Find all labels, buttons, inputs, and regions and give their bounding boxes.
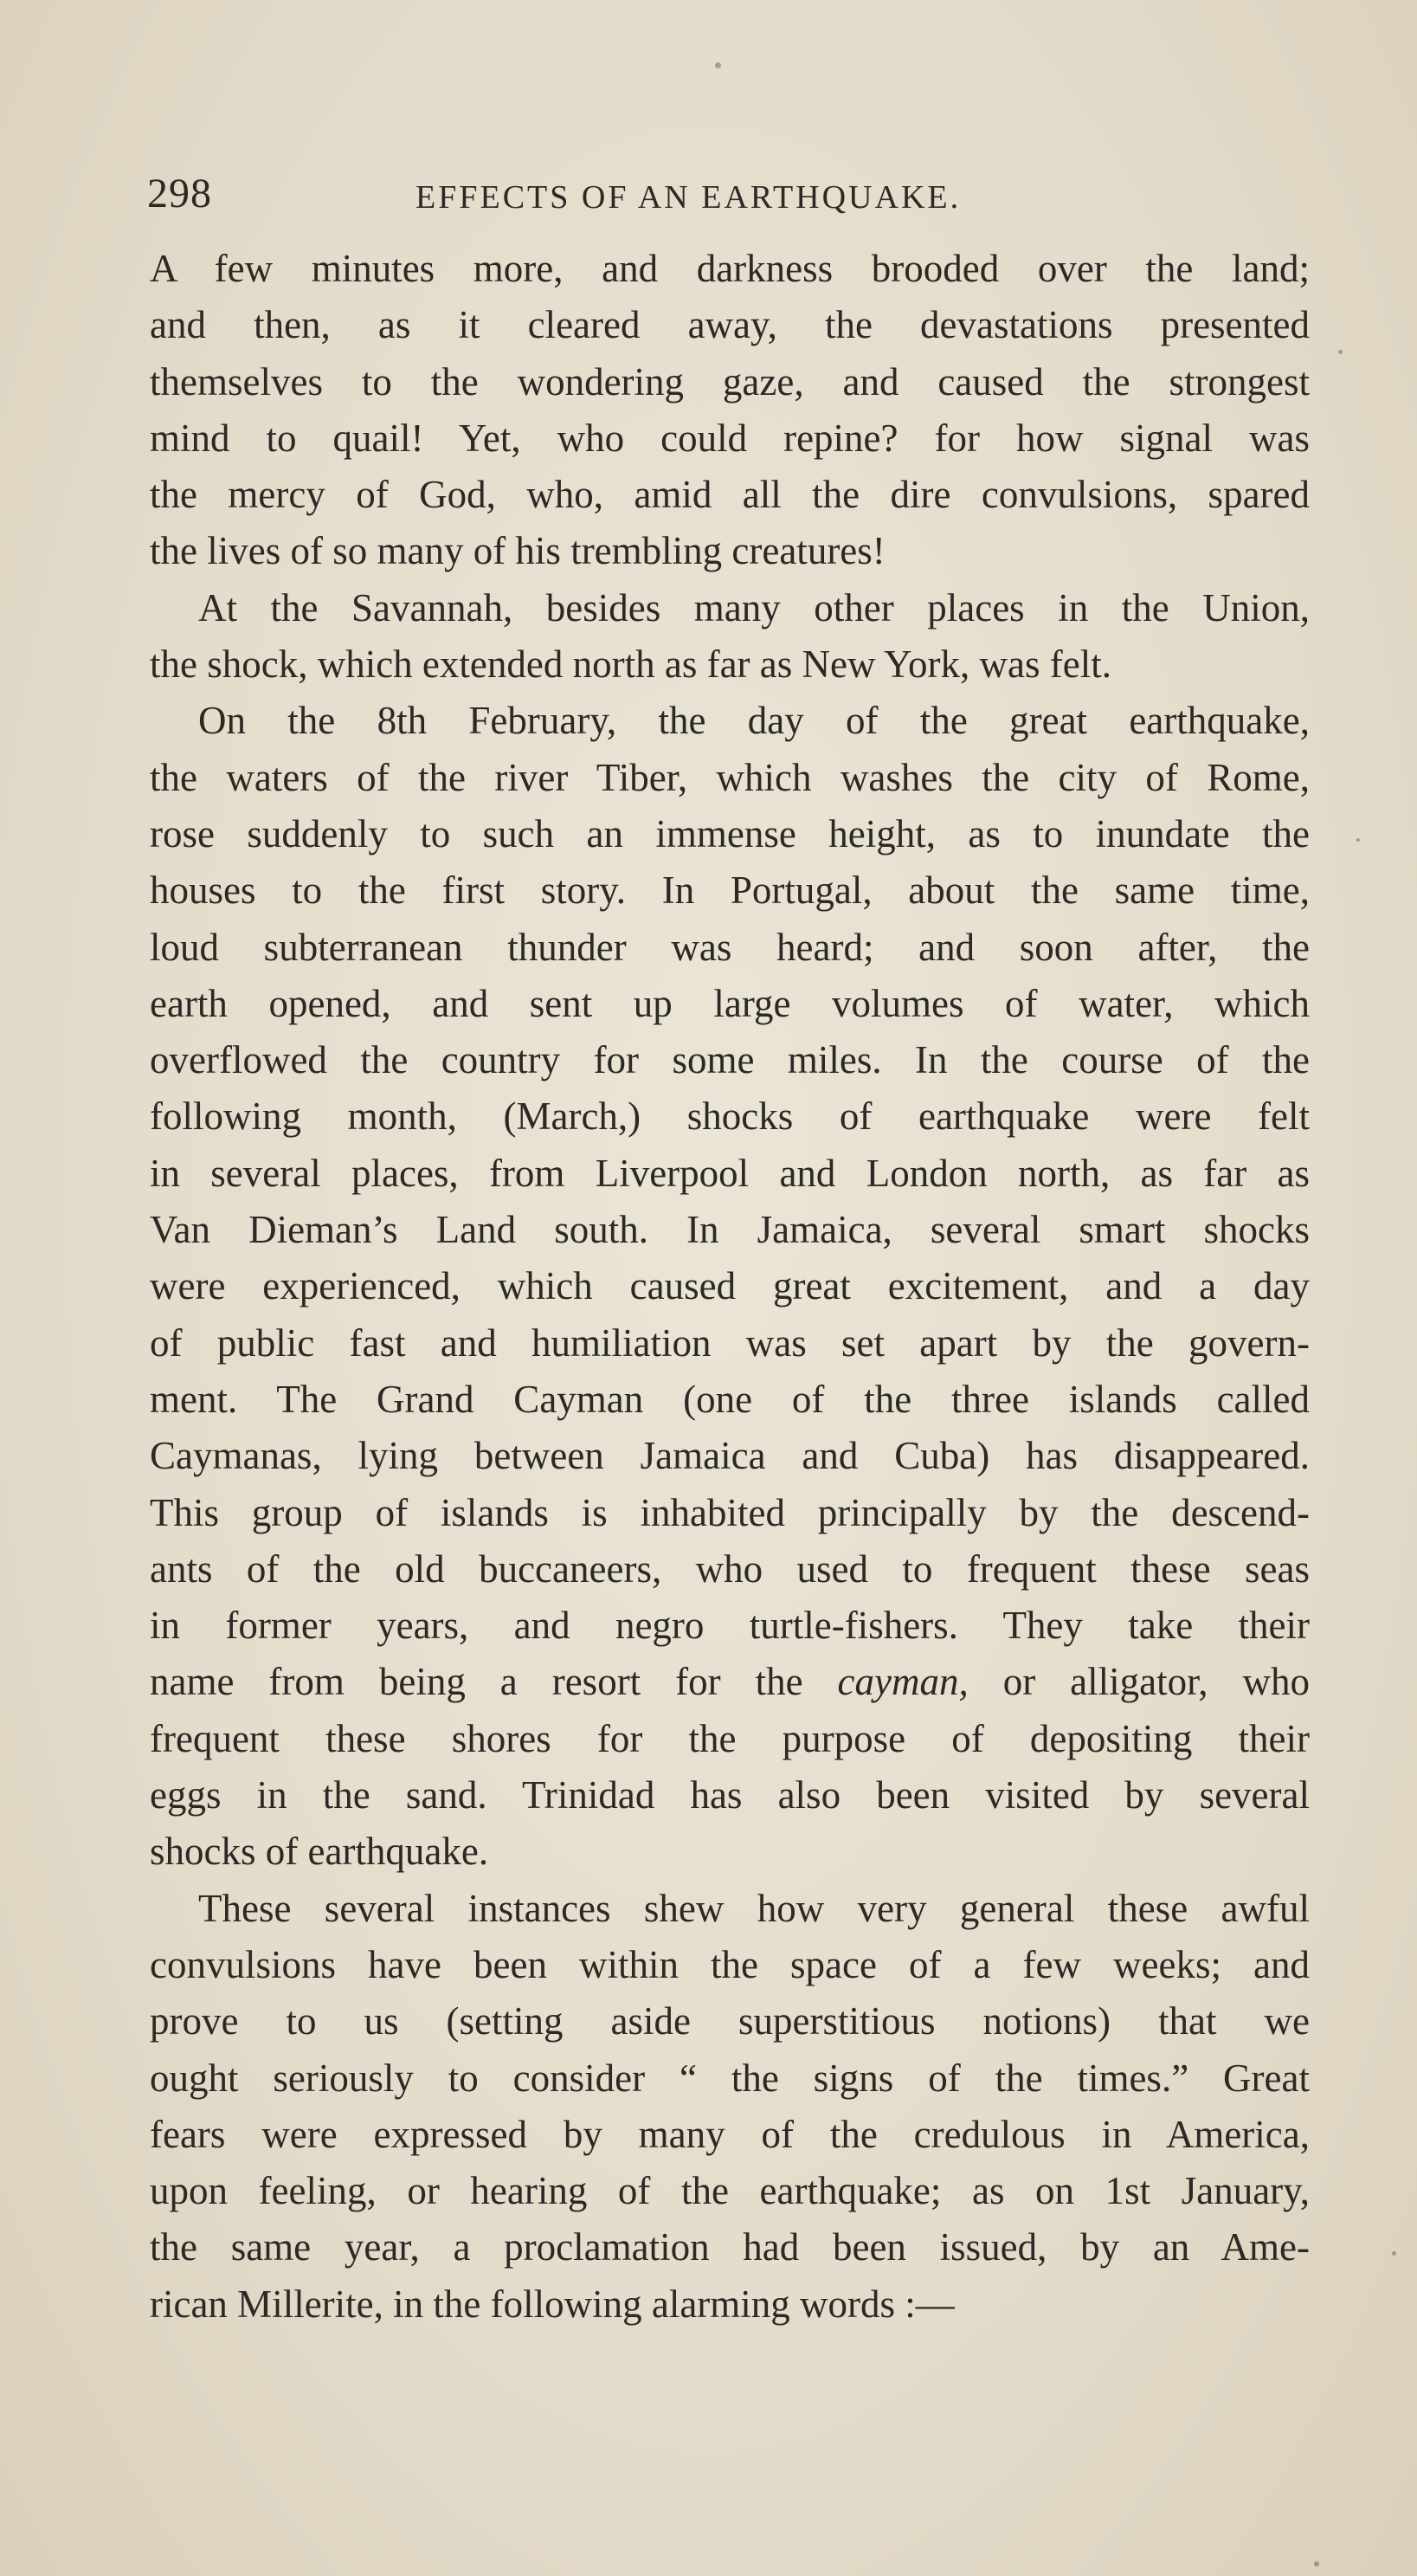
text-segment: name from being a resort for the: [150, 1660, 838, 1704]
text-line: shocks of earthquake.: [150, 1830, 489, 1874]
text-line: rican Millerite, in the following alarming words :—: [150, 2282, 955, 2326]
text-line: in several places, from Liverpool and London north, as far as: [150, 1151, 1310, 1195]
text-line: of public fast and humiliation was set apart by the govern-: [150, 1320, 1310, 1365]
text-line: ment. The Grand Cayman (one of the three islands called: [150, 1377, 1310, 1421]
text-line: frequent these shores for the purpose of depositing their: [150, 1716, 1310, 1760]
text-line: A few minutes more, and darkness brooded over the land;: [150, 247, 1310, 290]
text-line: the same year, a proclamation had been issued, by an Ame-: [150, 2225, 1310, 2269]
text-line: upon feeling, or hearing of the earthquake; as on 1st January,: [150, 2169, 1310, 2213]
text-line: rose suddenly to such an immense height, as to inundate the: [150, 811, 1310, 855]
text-line-with-italic: [150, 1654, 1310, 1710]
text-line: convulsions have been within the space of a few weeks; and: [150, 1942, 1310, 1986]
text-line: prove to us (setting aside superstitious notions) that we: [150, 1999, 1310, 2043]
paper-speck: [1356, 838, 1360, 842]
text-line: the lives of so many of his trembling creatures!: [150, 529, 886, 573]
text-line: loud subterranean thunder was heard; and soon after, the: [150, 925, 1310, 969]
text-line: These several instances shew how very general these awful: [198, 1886, 1310, 1930]
text-line: fears were expressed by many of the credulous in America,: [150, 2112, 1310, 2156]
text-line: were experienced, which caused great excitement, and a day: [150, 1264, 1310, 1308]
text-line: houses to the first story. In Portugal, about the same time,: [150, 868, 1310, 913]
italic-term: cayman,: [837, 1660, 969, 1704]
text-line: mind to quail! Yet, who could repine? for how signal was: [150, 416, 1310, 460]
text-line: This group of islands is inhabited principally by the descend-: [150, 1490, 1310, 1534]
running-title: EFFECTS OF AN EARTHQUAKE.: [415, 179, 962, 216]
text-line: the mercy of God, who, amid all the dire convulsions, spared: [150, 473, 1310, 517]
text-line: ought seriously to consider “ the signs of the times.” Great: [150, 2056, 1310, 2100]
paper-speck: [715, 62, 721, 68]
text-line: Caymanas, lying between Jamaica and Cuba) has disappeared.: [150, 1434, 1310, 1478]
text-line: following month, (March,) shocks of earthquake were felt: [150, 1094, 1310, 1139]
paper-speck: [1392, 2251, 1396, 2256]
paper-speck: [1314, 2561, 1319, 2566]
paper-speck: [1338, 350, 1343, 354]
text-line: eggs in the sand. Trinidad has also been visited by several: [150, 1773, 1310, 1817]
text-line: in former years, and negro turtle-fishers. They take their: [150, 1604, 1310, 1648]
text-segment: or alligator, who: [968, 1660, 1310, 1704]
page-header: [147, 170, 1307, 225]
text-line: On the 8th February, the day of the great earthquake,: [198, 699, 1310, 743]
text-line: overflowed the country for some miles. In the course of the: [150, 1038, 1310, 1082]
text-line: Van Dieman’s Land south. In Jamaica, several smart shocks: [150, 1208, 1310, 1252]
text-line: ants of the old buccaneers, who used to frequent these seas: [150, 1546, 1310, 1591]
text-line: the shock, which extended north as far as New York, was felt.: [150, 642, 1111, 687]
body-text: [150, 241, 1310, 2333]
text-line: earth opened, and sent up large volumes of water, which: [150, 981, 1310, 1025]
text-line: the waters of the river Tiber, which washes the city of Rome,: [150, 755, 1310, 799]
text-line: themselves to the wondering gaze, and caused the strongest: [150, 359, 1310, 404]
page-number: 298: [147, 171, 212, 216]
text-line: At the Savannah, besides many other places in the Union,: [198, 585, 1310, 629]
text-line: and then, as it cleared away, the devastations presented: [150, 303, 1310, 347]
